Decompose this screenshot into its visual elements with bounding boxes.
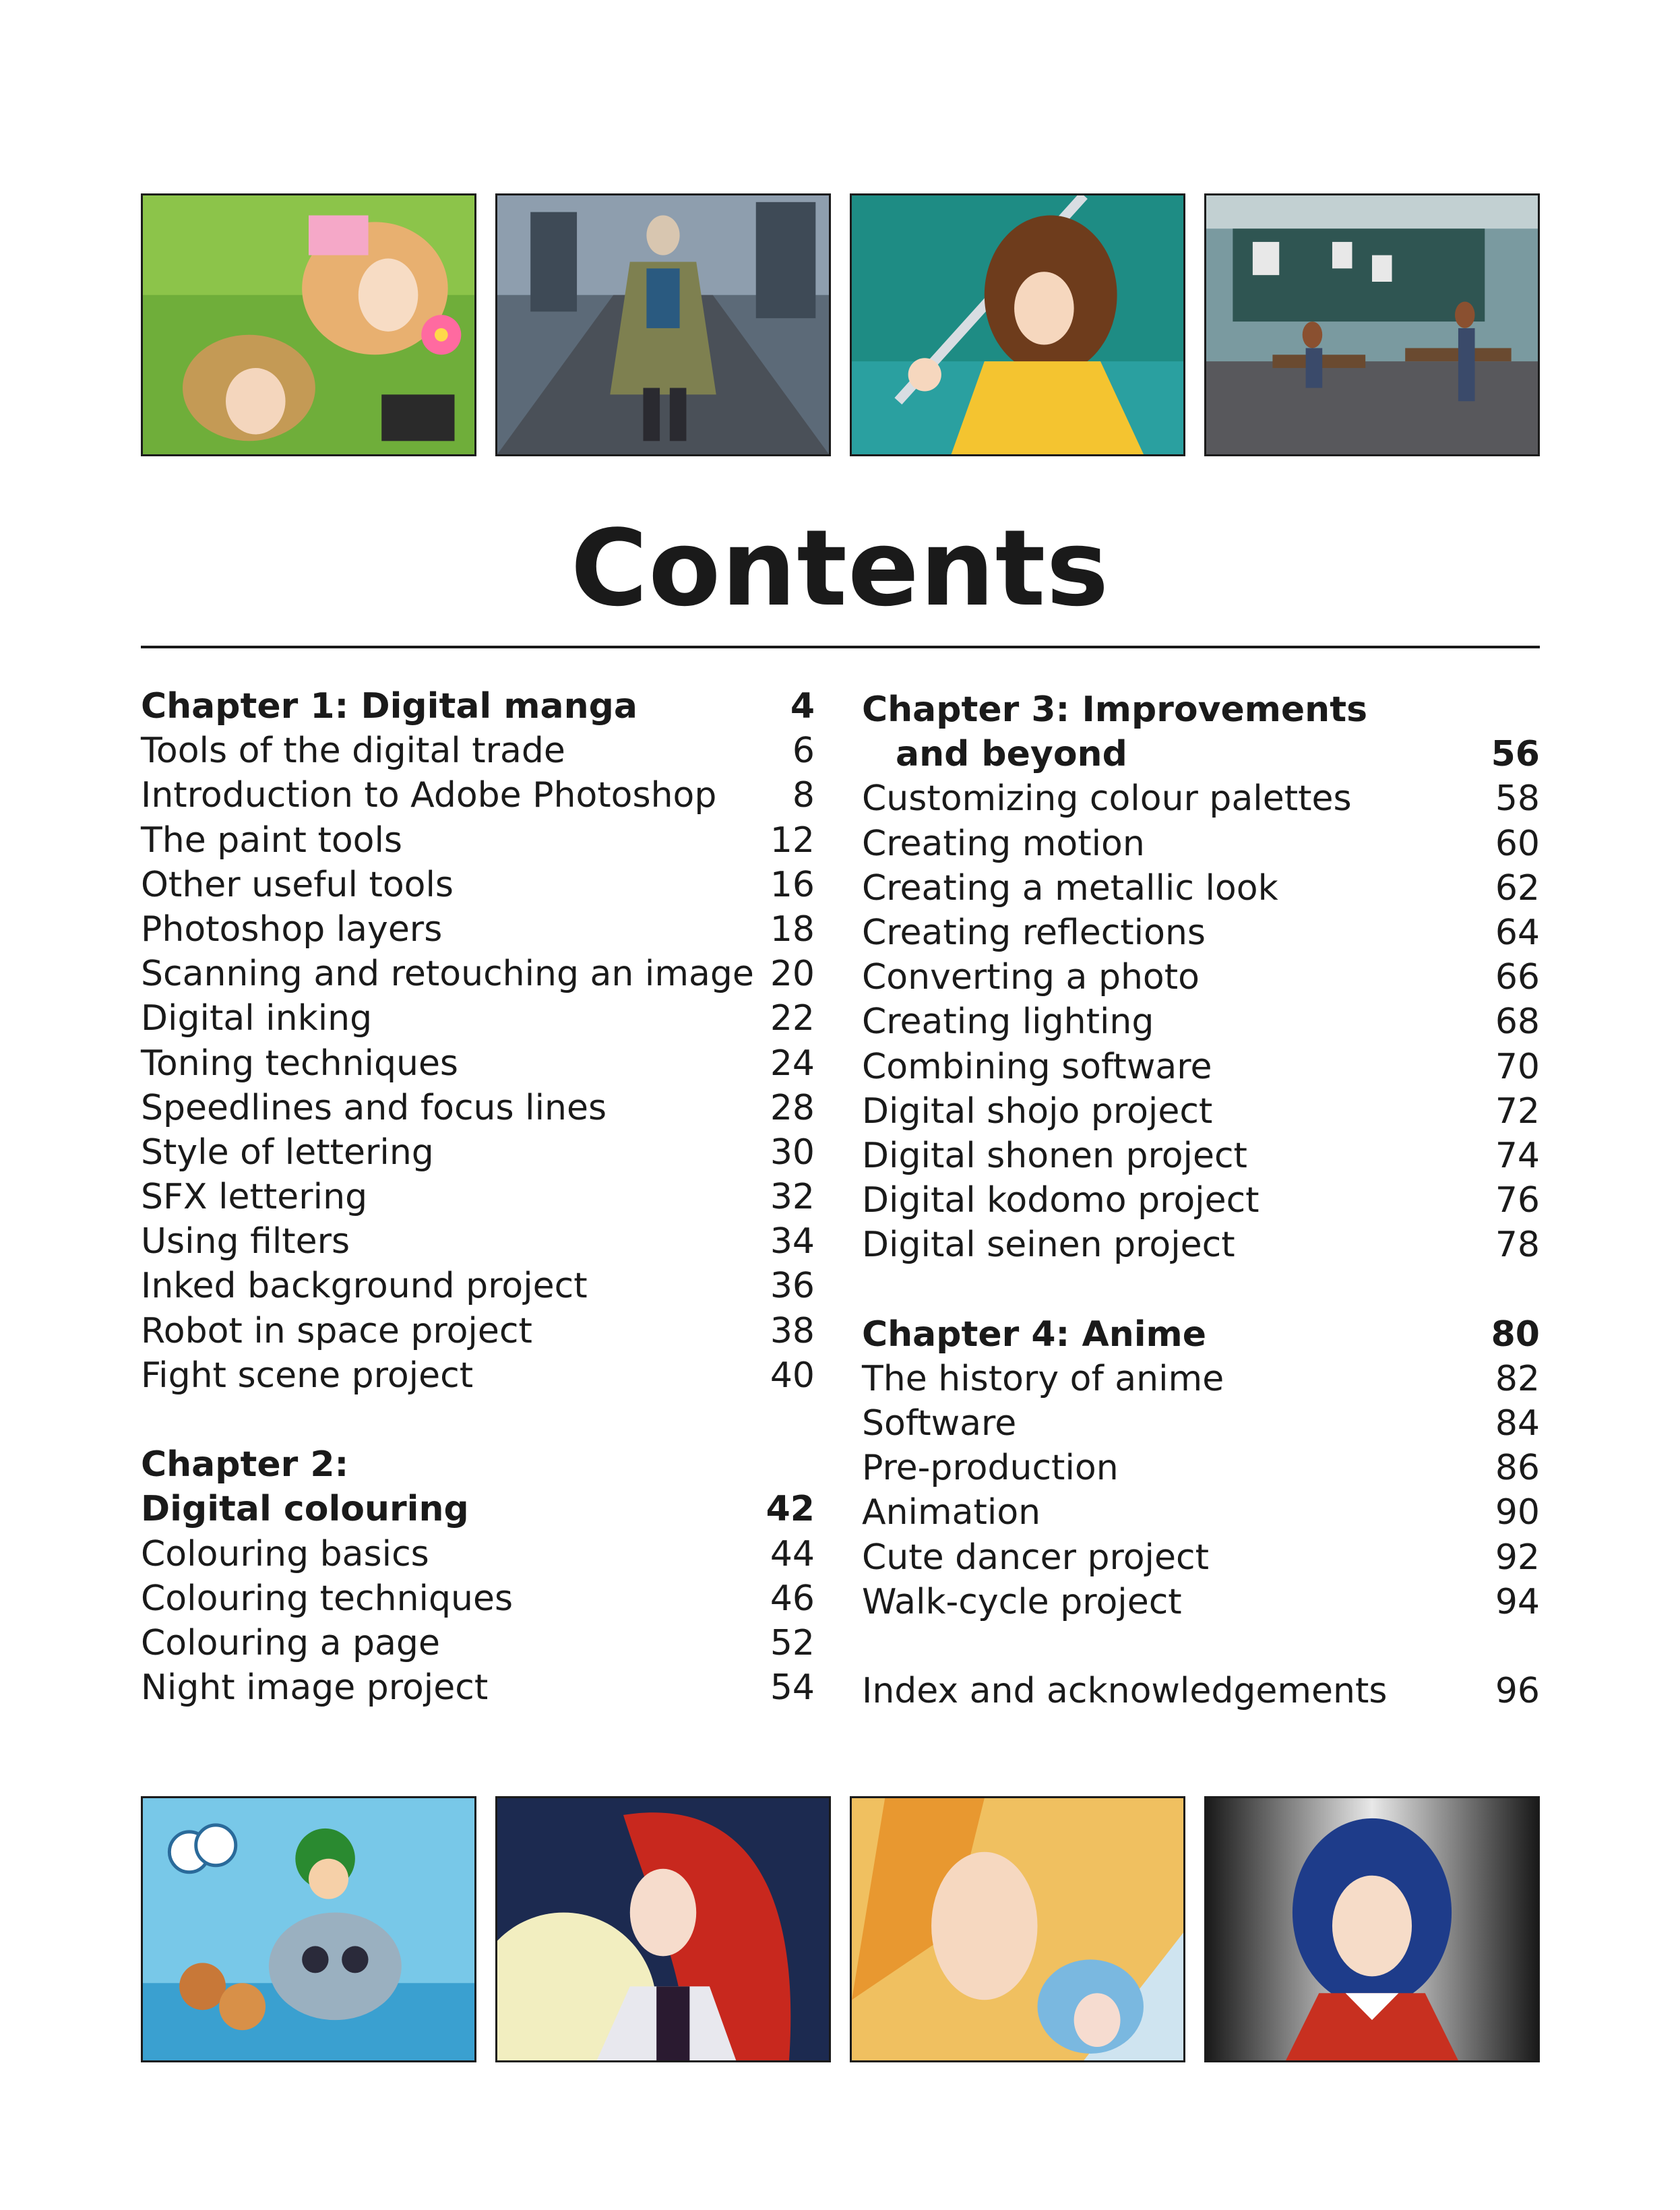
toc-entry bbox=[141, 907, 815, 952]
toc-entry-page-number: 34 bbox=[770, 1221, 815, 1262]
toc-entry bbox=[141, 996, 815, 1041]
toc-entry-page-number: 4 bbox=[790, 686, 815, 727]
toc-chapter-heading bbox=[141, 1487, 815, 1531]
toc-entry-label: SFX lettering bbox=[141, 1177, 368, 1218]
toc-spacer bbox=[862, 1624, 1540, 1669]
toc-entry-page-number: 62 bbox=[1495, 867, 1540, 909]
toc-entry bbox=[141, 1041, 815, 1086]
toc-entry-page-number: 20 bbox=[770, 954, 815, 995]
toc-entry-label: Cute dancer project bbox=[862, 1537, 1209, 1578]
toc-entry-label: Using filters bbox=[141, 1221, 350, 1262]
toc-entry bbox=[141, 1309, 815, 1353]
toc-entry bbox=[862, 1045, 1540, 1089]
toc-entry-page-number: 78 bbox=[1495, 1225, 1540, 1266]
toc-entry-page-number: 38 bbox=[770, 1310, 815, 1351]
toc-entry bbox=[862, 1357, 1540, 1401]
toc-entry-label: Creating a metallic look bbox=[862, 867, 1278, 909]
toc-entry-page-number: 82 bbox=[1495, 1358, 1540, 1399]
toc-entry bbox=[862, 1000, 1540, 1044]
toc-entry bbox=[862, 1089, 1540, 1134]
toc-entry-page-number: 36 bbox=[770, 1266, 815, 1307]
toc-entry-page-number: 90 bbox=[1495, 1492, 1540, 1533]
toc-entry bbox=[862, 776, 1540, 821]
toc-entry-page-number: 64 bbox=[1495, 912, 1540, 953]
toc-entry-page-number: 44 bbox=[770, 1533, 815, 1574]
toc-entry-label: Creating reflections bbox=[862, 912, 1206, 953]
toc-entry-label: Digital shojo project bbox=[862, 1091, 1213, 1132]
toc-left-column bbox=[141, 684, 815, 1710]
toc-entry bbox=[862, 1401, 1540, 1446]
toc-entry-page-number: 76 bbox=[1495, 1180, 1540, 1221]
toc-spacer bbox=[862, 1267, 1540, 1312]
toc-entry-label: Inked background project bbox=[141, 1266, 588, 1307]
toc-entry bbox=[141, 1264, 815, 1308]
toc-entry bbox=[862, 955, 1540, 1000]
toc-entry-label: Customizing colour palettes bbox=[862, 778, 1352, 820]
toc-entry-label: Chapter 2: bbox=[141, 1444, 349, 1485]
title-divider bbox=[141, 646, 1540, 648]
toc-entry bbox=[862, 1446, 1540, 1490]
toc-entry-label: Animation bbox=[862, 1492, 1041, 1533]
toc-entry-label: Colouring a page bbox=[141, 1622, 440, 1663]
top-illustration-strip bbox=[141, 193, 1540, 456]
toc-right-column bbox=[862, 687, 1540, 1713]
toc-chapter-heading bbox=[141, 684, 815, 729]
toc-entry bbox=[141, 1621, 815, 1665]
toc-entry-label: Combining software bbox=[862, 1046, 1212, 1087]
illustration-robot-kids bbox=[141, 1796, 476, 2062]
toc-entry bbox=[141, 1353, 815, 1398]
toc-entry-page-number: 16 bbox=[770, 864, 815, 905]
toc-entry-page-number: 46 bbox=[770, 1578, 815, 1619]
toc-entry-page-number: 56 bbox=[1491, 734, 1540, 775]
toc-entry bbox=[862, 911, 1540, 955]
toc-entry-label: Style of lettering bbox=[141, 1132, 434, 1173]
toc-entry bbox=[141, 773, 815, 818]
toc-entry bbox=[862, 866, 1540, 911]
toc-entry-page-number: 94 bbox=[1495, 1581, 1540, 1622]
toc-entry-label: Fight scene project bbox=[141, 1355, 474, 1396]
page-title: Contents bbox=[570, 507, 1110, 630]
toc-entry-page-number: 72 bbox=[1495, 1091, 1540, 1132]
illustration-running-man bbox=[495, 193, 831, 456]
toc-entry-label: Tools of the digital trade bbox=[141, 731, 565, 772]
illustration-couple-flowers bbox=[141, 193, 476, 456]
toc-entry-label: Digital shonen project bbox=[862, 1135, 1247, 1176]
toc-entry bbox=[141, 863, 815, 907]
toc-entry-page-number: 92 bbox=[1495, 1537, 1540, 1578]
illustration-redhead-moon bbox=[495, 1796, 831, 2062]
toc-entry-label: Speedlines and focus lines bbox=[141, 1087, 607, 1128]
toc-entry-page-number: 68 bbox=[1495, 1002, 1540, 1043]
toc-entry-label: The paint tools bbox=[141, 820, 402, 861]
toc-entry bbox=[862, 1178, 1540, 1223]
toc-entry-page-number: 96 bbox=[1495, 1671, 1540, 1712]
toc-entry-label: Colouring techniques bbox=[141, 1578, 514, 1619]
toc-entry-label: Other useful tools bbox=[141, 864, 454, 905]
toc-entry-page-number: 80 bbox=[1491, 1314, 1540, 1355]
illustration-blue-hair-girl bbox=[1204, 1796, 1540, 2062]
toc-spacer bbox=[141, 1398, 815, 1442]
toc-entry-label: Digital kodomo project bbox=[862, 1180, 1259, 1221]
toc-entry bbox=[141, 1175, 815, 1219]
toc-entry-label: Creating motion bbox=[862, 823, 1145, 864]
bottom-illustration-strip bbox=[141, 1796, 1540, 2062]
toc-entry-page-number: 66 bbox=[1495, 957, 1540, 998]
toc-entry-label: Chapter 4: Anime bbox=[862, 1314, 1206, 1355]
toc-entry-page-number: 58 bbox=[1495, 778, 1540, 820]
toc-entry bbox=[862, 1669, 1540, 1713]
toc-entry bbox=[141, 1665, 815, 1710]
toc-entry-label: Scanning and retouching an image bbox=[141, 954, 754, 995]
toc-entry-label: Digital colouring bbox=[141, 1489, 469, 1530]
toc-entry-label: Colouring basics bbox=[141, 1533, 429, 1574]
toc-entry-label: and beyond bbox=[896, 734, 1127, 775]
toc-entry-page-number: 22 bbox=[770, 998, 815, 1039]
toc-entry-label: Toning techniques bbox=[141, 1043, 459, 1084]
toc-entry-label: Robot in space project bbox=[141, 1310, 532, 1351]
toc-entry-label: Digital inking bbox=[141, 998, 373, 1039]
toc-entry-label: Software bbox=[862, 1403, 1017, 1444]
toc-entry bbox=[862, 822, 1540, 866]
toc-entry-page-number: 24 bbox=[770, 1043, 815, 1084]
toc-entry-page-number: 40 bbox=[770, 1355, 815, 1396]
toc-entry-label: Digital seinen project bbox=[862, 1225, 1235, 1266]
toc-entry-label: Converting a photo bbox=[862, 957, 1200, 998]
toc-entry-page-number: 86 bbox=[1495, 1448, 1540, 1489]
toc-entry-page-number: 32 bbox=[770, 1177, 815, 1218]
toc-entry-label: Creating lighting bbox=[862, 1002, 1154, 1043]
toc-entry-page-number: 54 bbox=[770, 1667, 815, 1709]
toc-entry-page-number: 8 bbox=[792, 775, 815, 816]
toc-entry bbox=[862, 1223, 1540, 1267]
toc-chapter-heading bbox=[141, 1442, 815, 1487]
toc-chapter-heading bbox=[862, 732, 1540, 776]
toc-entry-label: Photoshop layers bbox=[141, 909, 443, 950]
toc-entry-label: Index and acknowledgements bbox=[862, 1671, 1388, 1712]
toc-entry-page-number: 12 bbox=[770, 820, 815, 861]
toc-entry-page-number: 60 bbox=[1495, 823, 1540, 864]
toc-entry bbox=[862, 1535, 1540, 1580]
toc-entry-page-number: 18 bbox=[770, 909, 815, 950]
toc-entry bbox=[862, 1490, 1540, 1535]
toc-entry-label: Night image project bbox=[141, 1667, 489, 1709]
toc-entry bbox=[141, 952, 815, 996]
toc-entry-label: The history of anime bbox=[862, 1358, 1224, 1399]
toc-entry bbox=[141, 818, 815, 863]
toc-entry-label: Walk-cycle project bbox=[862, 1581, 1182, 1622]
illustration-classroom bbox=[1204, 193, 1540, 456]
toc-entry-label: Pre-production bbox=[862, 1448, 1119, 1489]
toc-entry bbox=[141, 1130, 815, 1175]
illustration-girl-sword bbox=[850, 193, 1185, 456]
toc-entry bbox=[141, 729, 815, 773]
toc-chapter-heading bbox=[862, 1312, 1540, 1357]
toc-entry-page-number: 70 bbox=[1495, 1046, 1540, 1087]
toc-entry-page-number: 28 bbox=[770, 1087, 815, 1128]
toc-entry-page-number: 6 bbox=[792, 731, 815, 772]
toc-chapter-heading bbox=[862, 687, 1540, 732]
toc-entry bbox=[141, 1086, 815, 1130]
toc-entry-label: Chapter 1: Digital manga bbox=[141, 686, 637, 727]
toc-entry bbox=[862, 1580, 1540, 1624]
toc-entry-page-number: 84 bbox=[1495, 1403, 1540, 1444]
illustration-blond-hero bbox=[850, 1796, 1185, 2062]
toc-entry-page-number: 42 bbox=[766, 1489, 815, 1530]
toc-entry bbox=[862, 1134, 1540, 1178]
toc-entry bbox=[141, 1576, 815, 1621]
toc-entry-page-number: 74 bbox=[1495, 1135, 1540, 1176]
toc-entry-label: Chapter 3: Improvements bbox=[862, 689, 1368, 730]
toc-entry bbox=[141, 1532, 815, 1576]
toc-entry-page-number: 30 bbox=[770, 1132, 815, 1173]
toc-entry bbox=[141, 1219, 815, 1264]
toc-entry-page-number: 52 bbox=[770, 1622, 815, 1663]
toc-entry-label: Introduction to Adobe Photoshop bbox=[141, 775, 717, 816]
